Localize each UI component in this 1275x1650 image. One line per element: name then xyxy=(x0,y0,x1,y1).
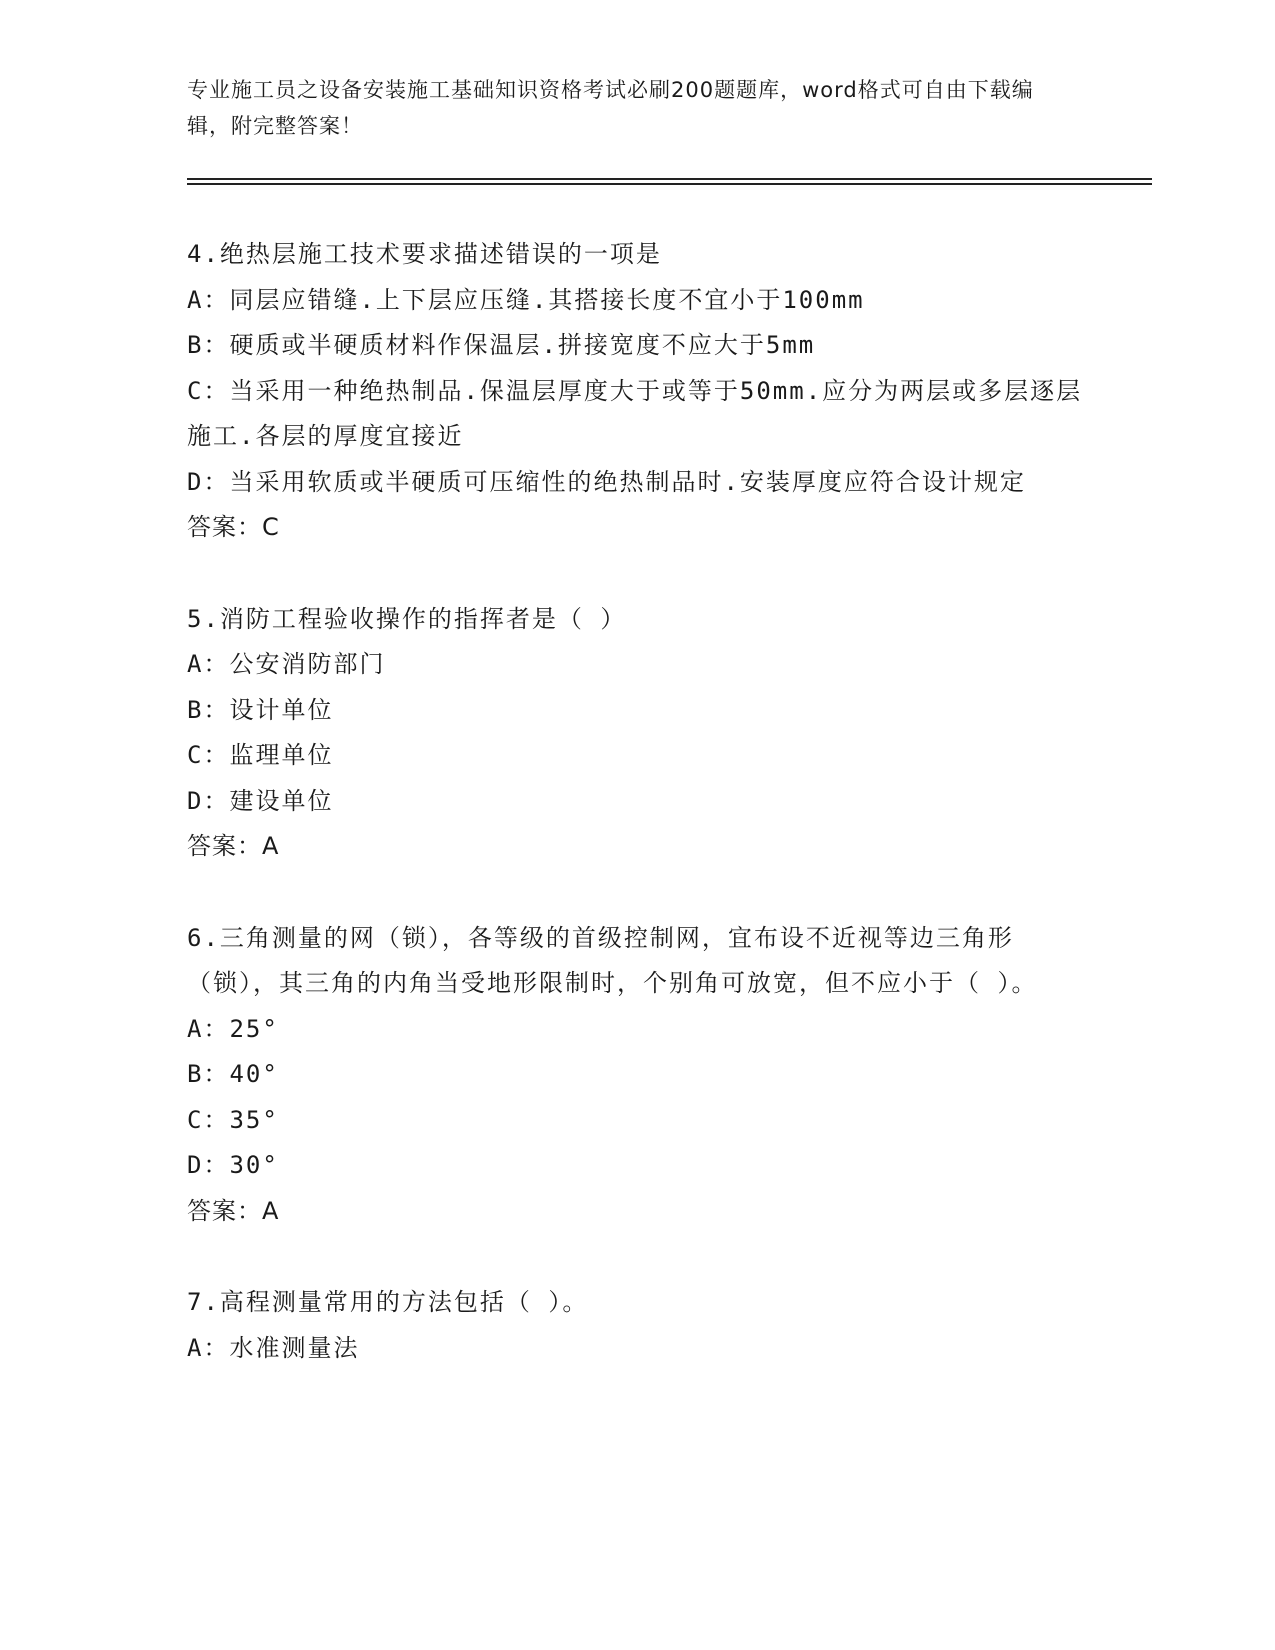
option-d: D：当采用软质或半硬质可压缩性的绝热制品时.安装厚度应符合设计规定 xyxy=(187,467,1026,496)
question-text: 6.三角测量的网（锁），各等级的首级控制网，宜布设不近视等边三角形（锁），其三角的内角当受地形限制时，个别角可放宽，但不应小于（ ）。 xyxy=(187,923,1038,997)
option-c: C：监理单位 xyxy=(187,741,334,769)
question-7 xyxy=(187,1280,1087,1371)
header-rule-top xyxy=(187,178,1152,180)
option-b: B：设计单位 xyxy=(187,695,334,724)
option-a: A：同层应错缝.上下层应压缝.其搭接长度不宜小于100mm xyxy=(187,285,865,314)
answer: 答案：C xyxy=(187,513,280,541)
option-b: B：硬质或半硬质材料作保温层.拼接宽度不应大于5mm xyxy=(187,331,816,359)
question-text: 4.绝热层施工技术要求描述错误的一项是 xyxy=(187,240,662,268)
question-text: 7.高程测量常用的方法包括（ ）。 xyxy=(187,1288,589,1316)
question-4 xyxy=(187,232,1087,551)
option-a: A：水准测量法 xyxy=(187,1333,360,1362)
document-title: 专业施工员之设备安装施工基础知识资格考试必刷200题题库，word格式可自由下载编辑，附完整答案！ xyxy=(187,78,1034,138)
header-rule-bottom xyxy=(187,183,1152,185)
option-d: D：建设单位 xyxy=(187,786,334,815)
answer: 答案：A xyxy=(187,1196,280,1225)
question-5 xyxy=(187,597,1087,870)
option-c: C：当采用一种绝热制品.保温层厚度大于或等于50mm.应分为两层或多层逐层施工.各层的厚度宜接近 xyxy=(187,376,1083,450)
option-c: C：35° xyxy=(187,1105,279,1134)
option-a: A：公安消防部门 xyxy=(187,650,386,678)
question-6 xyxy=(187,916,1087,1235)
option-a: A：25° xyxy=(187,1014,279,1043)
question-text: 5.消防工程验收操作的指挥者是（ ） xyxy=(187,604,627,633)
answer: 答案：A xyxy=(187,832,280,860)
option-b: B：40° xyxy=(187,1060,279,1088)
option-d: D：30° xyxy=(187,1151,279,1179)
question-list xyxy=(187,232,1087,1417)
